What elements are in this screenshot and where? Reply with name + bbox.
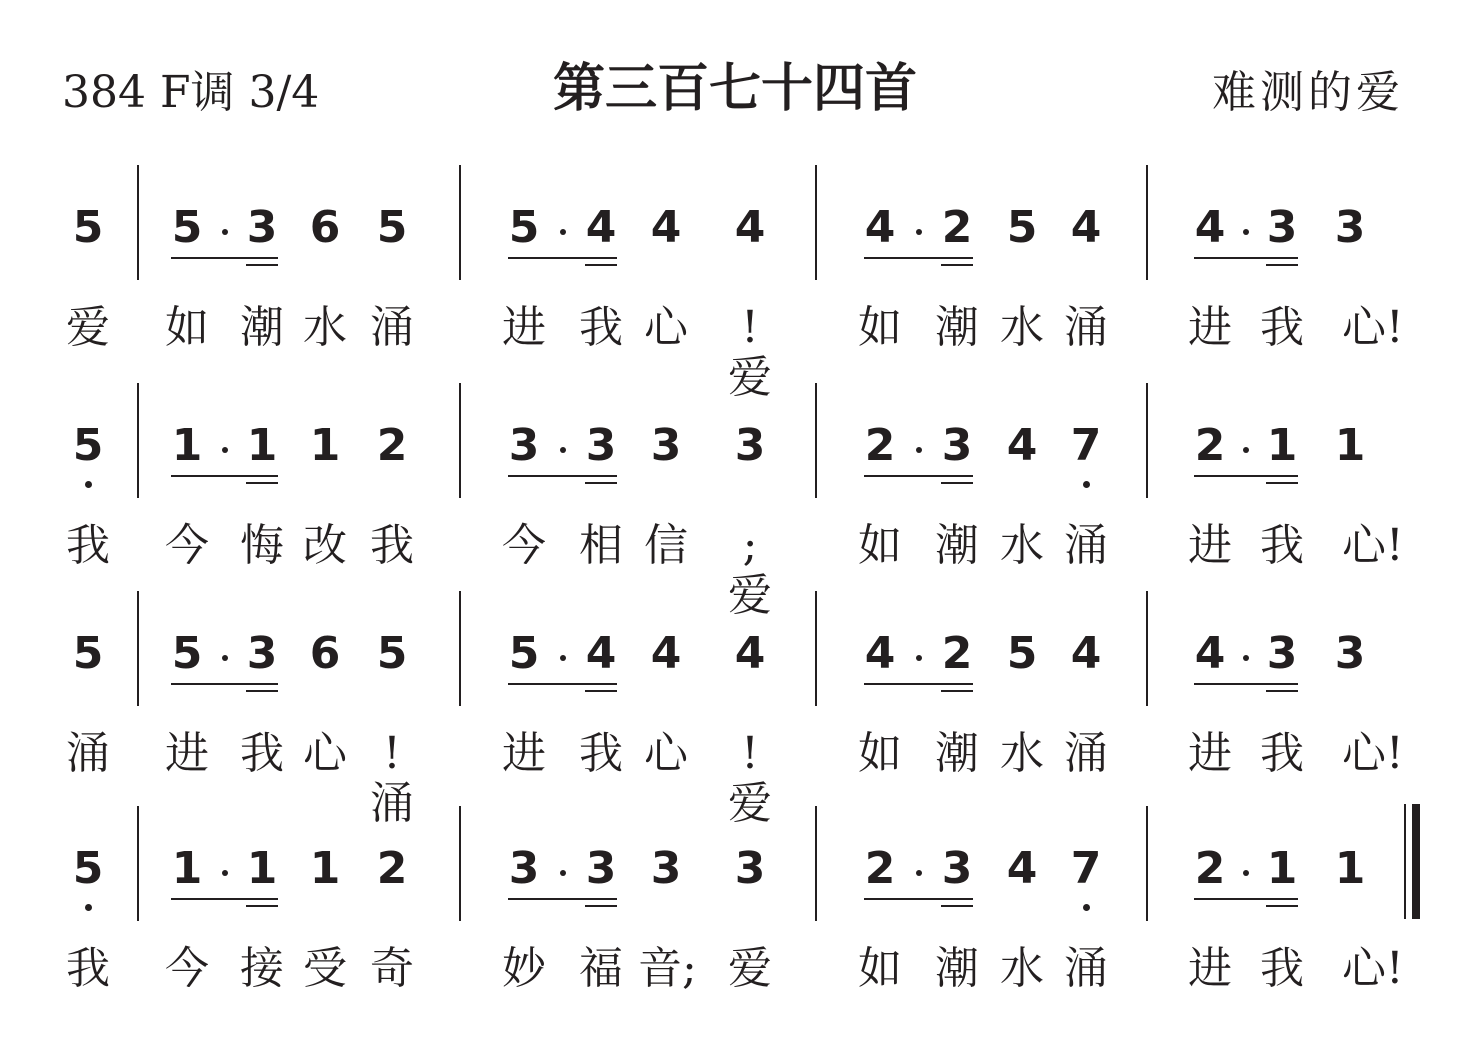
note: 4	[585, 628, 617, 679]
pickup-note: 5	[72, 628, 104, 679]
eighth-underline	[1194, 898, 1298, 900]
note: 3	[246, 202, 278, 253]
lyric-syllable: 进	[165, 728, 209, 779]
augmentation-dot	[916, 655, 922, 661]
lyric-syllable: 我	[66, 520, 110, 571]
lyric-syllable: 今	[165, 520, 209, 571]
lyric-syllable: 奇	[370, 943, 414, 994]
sixteenth-underline	[246, 482, 278, 484]
augmentation-dot	[1243, 229, 1249, 235]
sixteenth-underline	[585, 264, 617, 266]
sixteenth-underline	[941, 482, 973, 484]
barline	[1146, 591, 1148, 706]
note: 1	[1334, 843, 1366, 894]
barline	[459, 165, 461, 280]
hymn-title: 第三百七十四首	[552, 59, 917, 119]
lyric-syllable: 如	[858, 302, 902, 353]
eighth-underline	[864, 683, 973, 685]
note: 3	[734, 420, 766, 471]
lyric-syllable: 信	[644, 520, 688, 571]
note: 5	[171, 202, 203, 253]
barline	[459, 383, 461, 498]
lyric-syllable: 潮	[935, 728, 979, 779]
barline	[815, 383, 817, 498]
lyric-syllable: 进	[1188, 728, 1232, 779]
hymn-number-key-time: 384 F调 3/4	[62, 67, 320, 118]
hymn-subtitle: 难测的爱	[1212, 67, 1404, 118]
sixteenth-underline	[585, 482, 617, 484]
note: 1	[246, 843, 278, 894]
pickup-note: 5	[72, 420, 104, 471]
lyric-syllable: 心!	[1342, 520, 1404, 571]
pickup-note: 5	[72, 843, 104, 894]
note: 4	[734, 202, 766, 253]
augmentation-dot	[916, 447, 922, 453]
sixteenth-underline	[585, 905, 617, 907]
note: 3	[585, 420, 617, 471]
lyric-syllable: 涌	[1064, 302, 1108, 353]
lyric-syllable: 心	[644, 302, 688, 353]
barline	[137, 806, 139, 921]
low-octave-dot	[1083, 481, 1090, 488]
note: 1	[1266, 843, 1298, 894]
note: 4	[1006, 843, 1038, 894]
note: 1	[309, 843, 341, 894]
barline	[137, 591, 139, 706]
lyric-syllable: 相	[579, 520, 623, 571]
note: 4	[864, 202, 896, 253]
eighth-underline	[864, 475, 973, 477]
note: 2	[864, 420, 896, 471]
lyric-syllable: 水	[1000, 302, 1044, 353]
augmentation-dot	[1243, 447, 1249, 453]
lyric-syllable: 今	[165, 943, 209, 994]
low-octave-dot	[85, 481, 92, 488]
note: 2	[941, 202, 973, 253]
eighth-underline	[1194, 475, 1298, 477]
system-1	[0, 165, 1470, 403]
note: 6	[309, 628, 341, 679]
lyric-syllable: 音;	[638, 943, 697, 994]
note: 4	[864, 628, 896, 679]
note: 4	[1070, 202, 1102, 253]
barline	[137, 165, 139, 280]
sixteenth-underline	[246, 264, 278, 266]
note: 5	[376, 628, 408, 679]
augmentation-dot	[222, 870, 228, 876]
note: 3	[508, 420, 540, 471]
lyric-syllable: 进	[1188, 943, 1232, 994]
augmentation-dot	[560, 447, 566, 453]
lyric-syllable: 涌	[370, 302, 414, 353]
note: 4	[585, 202, 617, 253]
pickup-note: 5	[72, 202, 104, 253]
augmentation-dot	[222, 229, 228, 235]
note: 3	[1266, 628, 1298, 679]
barline	[815, 591, 817, 706]
note: 3	[650, 843, 682, 894]
note: 4	[1006, 420, 1038, 471]
lyric-syllable: !爱	[728, 302, 772, 403]
final-barline-thin	[1404, 804, 1406, 919]
lyric-syllable: 如	[165, 302, 209, 353]
lyric-syllable: 涌	[1064, 520, 1108, 571]
sixteenth-underline	[1266, 690, 1298, 692]
sixteenth-underline	[1266, 905, 1298, 907]
note: 4	[650, 202, 682, 253]
eighth-underline	[508, 683, 617, 685]
sixteenth-underline	[246, 905, 278, 907]
lyric-syllable: 潮	[935, 302, 979, 353]
sixteenth-underline	[1266, 264, 1298, 266]
augmentation-dot	[222, 655, 228, 661]
lyric-syllable: 我	[579, 728, 623, 779]
note: 5	[376, 202, 408, 253]
augmentation-dot	[916, 229, 922, 235]
note: 2	[941, 628, 973, 679]
eighth-underline	[171, 475, 278, 477]
note: 3	[1334, 628, 1366, 679]
note: 2	[376, 420, 408, 471]
barline	[1146, 806, 1148, 921]
lyric-syllable: 今	[502, 520, 546, 571]
note: 1	[1334, 420, 1366, 471]
note: 5	[508, 202, 540, 253]
lyric-syllable: 潮	[935, 943, 979, 994]
note: 4	[1070, 628, 1102, 679]
note: 1	[171, 843, 203, 894]
note: 7	[1070, 420, 1102, 471]
lyric-syllable: 潮	[935, 520, 979, 571]
lyric-syllable: 进	[1188, 520, 1232, 571]
note: 3	[1266, 202, 1298, 253]
lyric-syllable: 心	[644, 728, 688, 779]
note: 3	[650, 420, 682, 471]
note: 5	[171, 628, 203, 679]
sixteenth-underline	[941, 264, 973, 266]
note: 3	[585, 843, 617, 894]
sixteenth-underline	[585, 690, 617, 692]
barline	[815, 806, 817, 921]
note: 2	[1194, 420, 1226, 471]
lyric-syllable: 妙	[502, 943, 546, 994]
eighth-underline	[864, 257, 973, 259]
note: 3	[1334, 202, 1366, 253]
note: 3	[941, 843, 973, 894]
lyric-syllable: 我	[1260, 728, 1304, 779]
lyric-syllable: 我	[579, 302, 623, 353]
note: 4	[1194, 628, 1226, 679]
sixteenth-underline	[246, 690, 278, 692]
note: 6	[309, 202, 341, 253]
note: 3	[734, 843, 766, 894]
lyric-syllable: 进	[502, 302, 546, 353]
system-4	[0, 806, 1470, 1026]
barline	[137, 383, 139, 498]
note: 2	[376, 843, 408, 894]
lyric-syllable: 改	[303, 520, 347, 571]
lyric-syllable: 进	[1188, 302, 1232, 353]
barline	[815, 165, 817, 280]
lyric-syllable: 我	[1260, 520, 1304, 571]
note: 1	[171, 420, 203, 471]
barline	[1146, 383, 1148, 498]
lyric-syllable: 如	[858, 943, 902, 994]
lyric-syllable: 我	[1260, 302, 1304, 353]
lyric-syllable: 心!	[1342, 302, 1404, 353]
lyric-syllable: 涌	[1064, 728, 1108, 779]
sixteenth-underline	[941, 905, 973, 907]
note: 1	[309, 420, 341, 471]
lyric-syllable: 我	[370, 520, 414, 571]
final-barline-thick	[1412, 804, 1420, 919]
system-2	[0, 383, 1470, 621]
note: 3	[246, 628, 278, 679]
lyric-syllable: 潮	[240, 302, 284, 353]
eighth-underline	[864, 898, 973, 900]
augmentation-dot	[560, 870, 566, 876]
note: 4	[650, 628, 682, 679]
lyric-syllable: 心!	[1342, 728, 1404, 779]
eighth-underline	[508, 475, 617, 477]
note: 1	[1266, 420, 1298, 471]
eighth-underline	[508, 257, 617, 259]
lyric-syllable: 涌	[1064, 943, 1108, 994]
lyric-syllable: 涌	[66, 728, 110, 779]
lyric-syllable: 水	[303, 302, 347, 353]
barline	[1146, 165, 1148, 280]
lyric-syllable: 水	[1000, 943, 1044, 994]
note: 3	[508, 843, 540, 894]
lyric-syllable: 心!	[1342, 943, 1404, 994]
eighth-underline	[171, 683, 278, 685]
lyric-syllable: 接	[240, 943, 284, 994]
note: 1	[246, 420, 278, 471]
eighth-underline	[171, 257, 278, 259]
augmentation-dot	[1243, 655, 1249, 661]
note: 2	[1194, 843, 1226, 894]
lyric-syllable: !爱	[728, 728, 772, 829]
system-3	[0, 591, 1470, 829]
sixteenth-underline	[941, 690, 973, 692]
augmentation-dot	[916, 870, 922, 876]
augmentation-dot	[222, 447, 228, 453]
augmentation-dot	[1243, 870, 1249, 876]
lyric-syllable: !涌	[370, 728, 414, 829]
lyric-syllable: 我	[66, 943, 110, 994]
augmentation-dot	[560, 655, 566, 661]
low-octave-dot	[85, 904, 92, 911]
note: 4	[1194, 202, 1226, 253]
lyric-syllable: 我	[1260, 943, 1304, 994]
barline	[459, 806, 461, 921]
lyric-syllable: 如	[858, 520, 902, 571]
lyric-syllable: 悔	[240, 520, 284, 571]
note: 5	[1006, 202, 1038, 253]
eighth-underline	[171, 898, 278, 900]
note: 7	[1070, 843, 1102, 894]
note: 3	[941, 420, 973, 471]
low-octave-dot	[1083, 904, 1090, 911]
note: 4	[734, 628, 766, 679]
lyric-syllable: 受	[303, 943, 347, 994]
note: 2	[864, 843, 896, 894]
note: 5	[1006, 628, 1038, 679]
eighth-underline	[508, 898, 617, 900]
lyric-syllable: 心	[303, 728, 347, 779]
eighth-underline	[1194, 257, 1298, 259]
lyric-syllable: 进	[502, 728, 546, 779]
note: 5	[508, 628, 540, 679]
lyric-syllable: 水	[1000, 728, 1044, 779]
barline	[459, 591, 461, 706]
lyric-syllable: 如	[858, 728, 902, 779]
augmentation-dot	[560, 229, 566, 235]
lyric-syllable: 我	[240, 728, 284, 779]
lyric-syllable: 水	[1000, 520, 1044, 571]
sixteenth-underline	[1266, 482, 1298, 484]
lyric-syllable: 福	[579, 943, 623, 994]
eighth-underline	[1194, 683, 1298, 685]
lyric-syllable: 爱	[728, 943, 772, 994]
lyric-syllable: ;爱	[728, 520, 772, 621]
lyric-syllable: 爱	[66, 302, 110, 353]
